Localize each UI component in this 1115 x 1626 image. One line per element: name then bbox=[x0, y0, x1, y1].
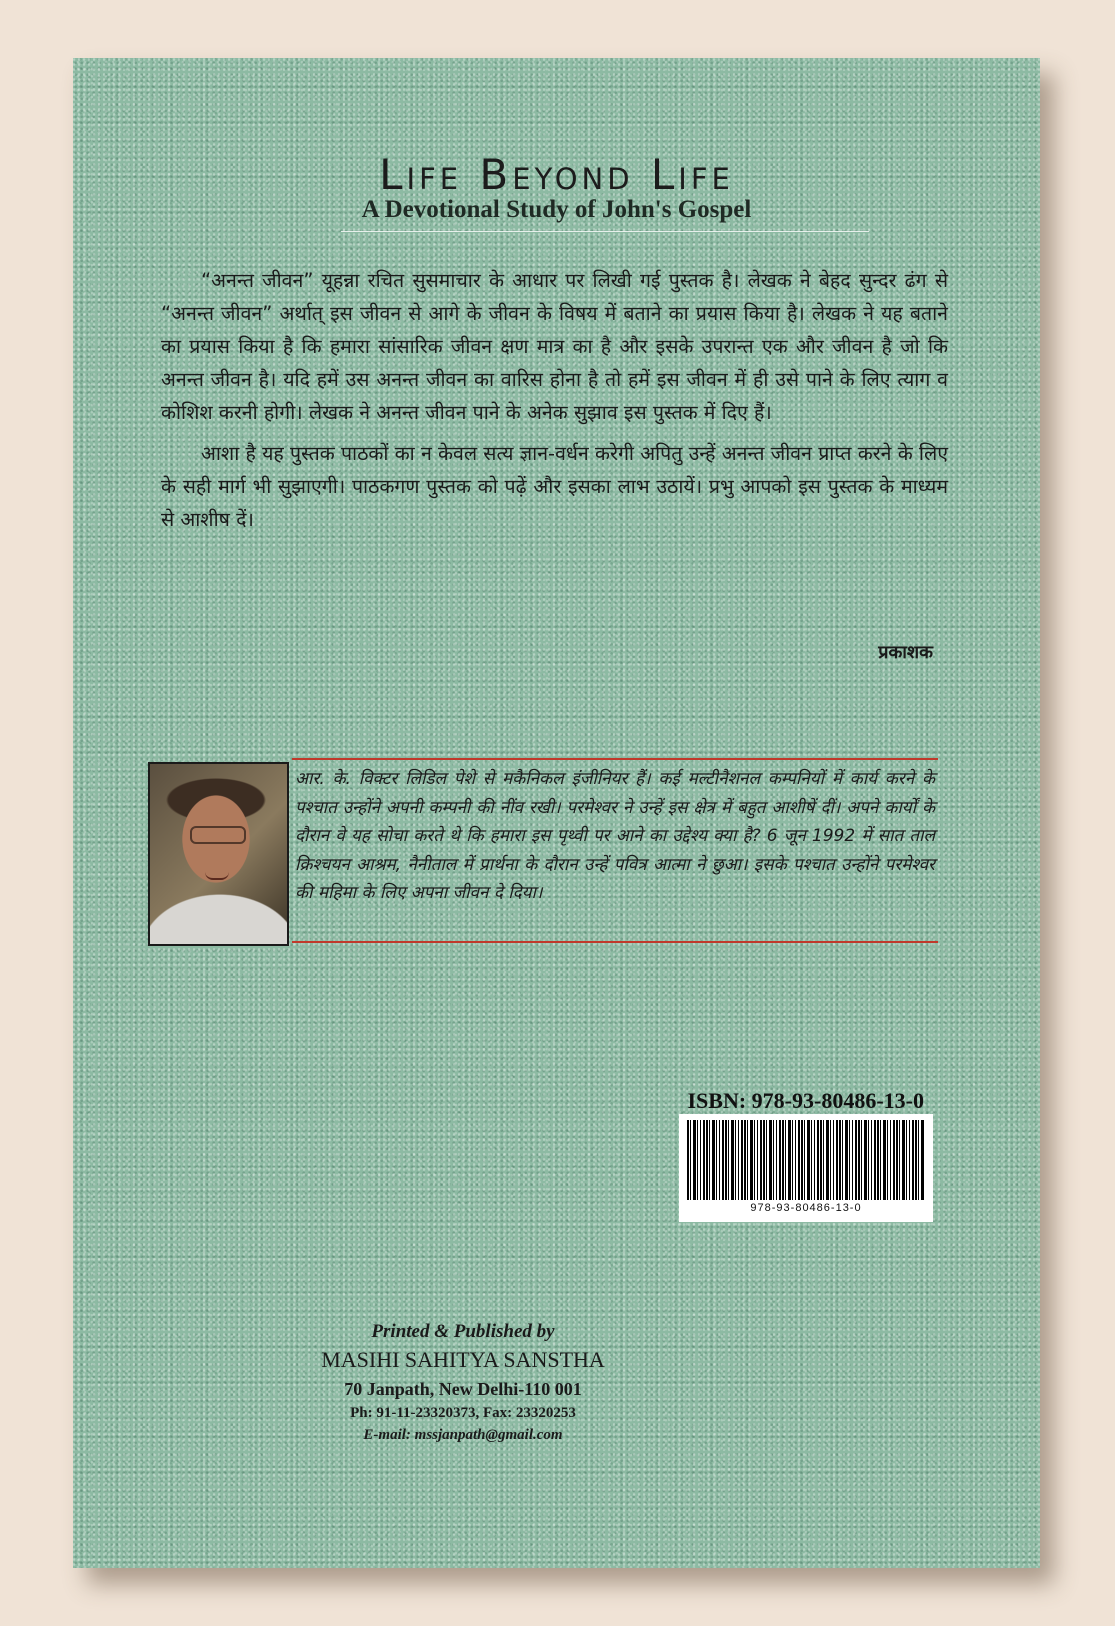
publisher-email: E-mail: mssjanpath@gmail.com bbox=[363, 1427, 563, 1443]
smile-shape bbox=[205, 872, 229, 880]
printed-by: Printed & Published by bbox=[371, 1321, 555, 1342]
publisher-address: 70 Janpath, New Delhi-110 001 bbox=[344, 1379, 582, 1399]
description-paragraph: आशा है यह पुस्तक पाठकों का न केवल सत्य ज्ञान-वर्धन करेगी अपितु उन्हें अनन्त जीवन प्राप्त करने के लिए के सही मार्ग भी सुझाएगी। पाठकगण पुस्तक को पढ़ें और इसका लाभ उठायें। प्रभु आपको इस पुस्तक के माध्यम से आशीष दें। bbox=[161, 442, 948, 531]
barcode-number: 978-93-80486-13-0 bbox=[750, 1202, 862, 1214]
book-subtitle: A Devotional Study of John's Gospel bbox=[361, 196, 752, 223]
isbn-label: ISBN: 978-93-80486-13-0 bbox=[687, 1088, 924, 1113]
publisher-signature: प्रकाशक bbox=[878, 642, 933, 663]
publisher-block bbox=[73, 1320, 853, 1446]
book-title: Life Beyond Life bbox=[379, 150, 734, 199]
bio-divider-bottom bbox=[292, 941, 938, 943]
barcode-bars bbox=[687, 1120, 925, 1200]
title-divider bbox=[341, 231, 869, 232]
book-back-cover bbox=[73, 58, 1040, 1568]
author-photo bbox=[148, 762, 289, 946]
glasses-shape bbox=[190, 826, 246, 844]
isbn-barcode bbox=[679, 1114, 933, 1222]
description-paragraph: “अनन्त जीवन” यूहन्ना रचित सुसमाचार के आधार पर लिखी गई पुस्तक है। लेखक ने बेहद सुन्दर ढंग से “अनन्त जीवन” अर्थात् इस जीवन से आगे के जीवन के विषय में बताने का प्रयास किया है। लेखक ने यह बताने का प्रयास किया है कि हमारा सांसारिक जीवन क्षण मात्र का है और इसके उपरान्त एक और जीवन है जो कि अनन्त जीवन है। यदि हमें उस अनन्त जीवन का वारिस होना है तो हमें इस जीवन में ही उसे पाने के लिए त्याग व कोशिश करनी होगी। लेखक ने अनन्त जीवन पाने के अनेक सुझाव इस पुस्तक में दिए हैं। bbox=[161, 269, 948, 424]
description-text bbox=[161, 264, 948, 544]
publisher-phone: Ph: 91-11-23320373, Fax: 23320253 bbox=[350, 1405, 576, 1421]
author-bio: आर. के. विक्टर लिडिल पेशे से मकैनिकल इंजीनियर हैं। कई मल्टीनैशनल कम्पनियों में कार्य करने के पश्चात उन्होंने अपनी कम्पनी की नींव रखी। परमेश्वर ने उन्हें इस क्षेत्र में बहुत आशीषें दीं। अपने कार्यों के दौरान वे यह सोचा करते थे कि हमारा इस पृथ्वी पर आने का उद्देश्य क्या है? 6 जून 1992 में सात ताल क्रिश्चयन आश्रम, नैनीताल में प्रार्थना के दौरान उन्हें पवित्र आत्मा ने छुआ। इसके पश्चात उन्होंने परमेश्वर की महिमा के लिए अपना जीवन दे दिया। bbox=[295, 769, 935, 903]
bio-divider-top bbox=[292, 758, 938, 760]
publisher-name: MASIHI SAHITYA SANSTHA bbox=[321, 1347, 605, 1372]
